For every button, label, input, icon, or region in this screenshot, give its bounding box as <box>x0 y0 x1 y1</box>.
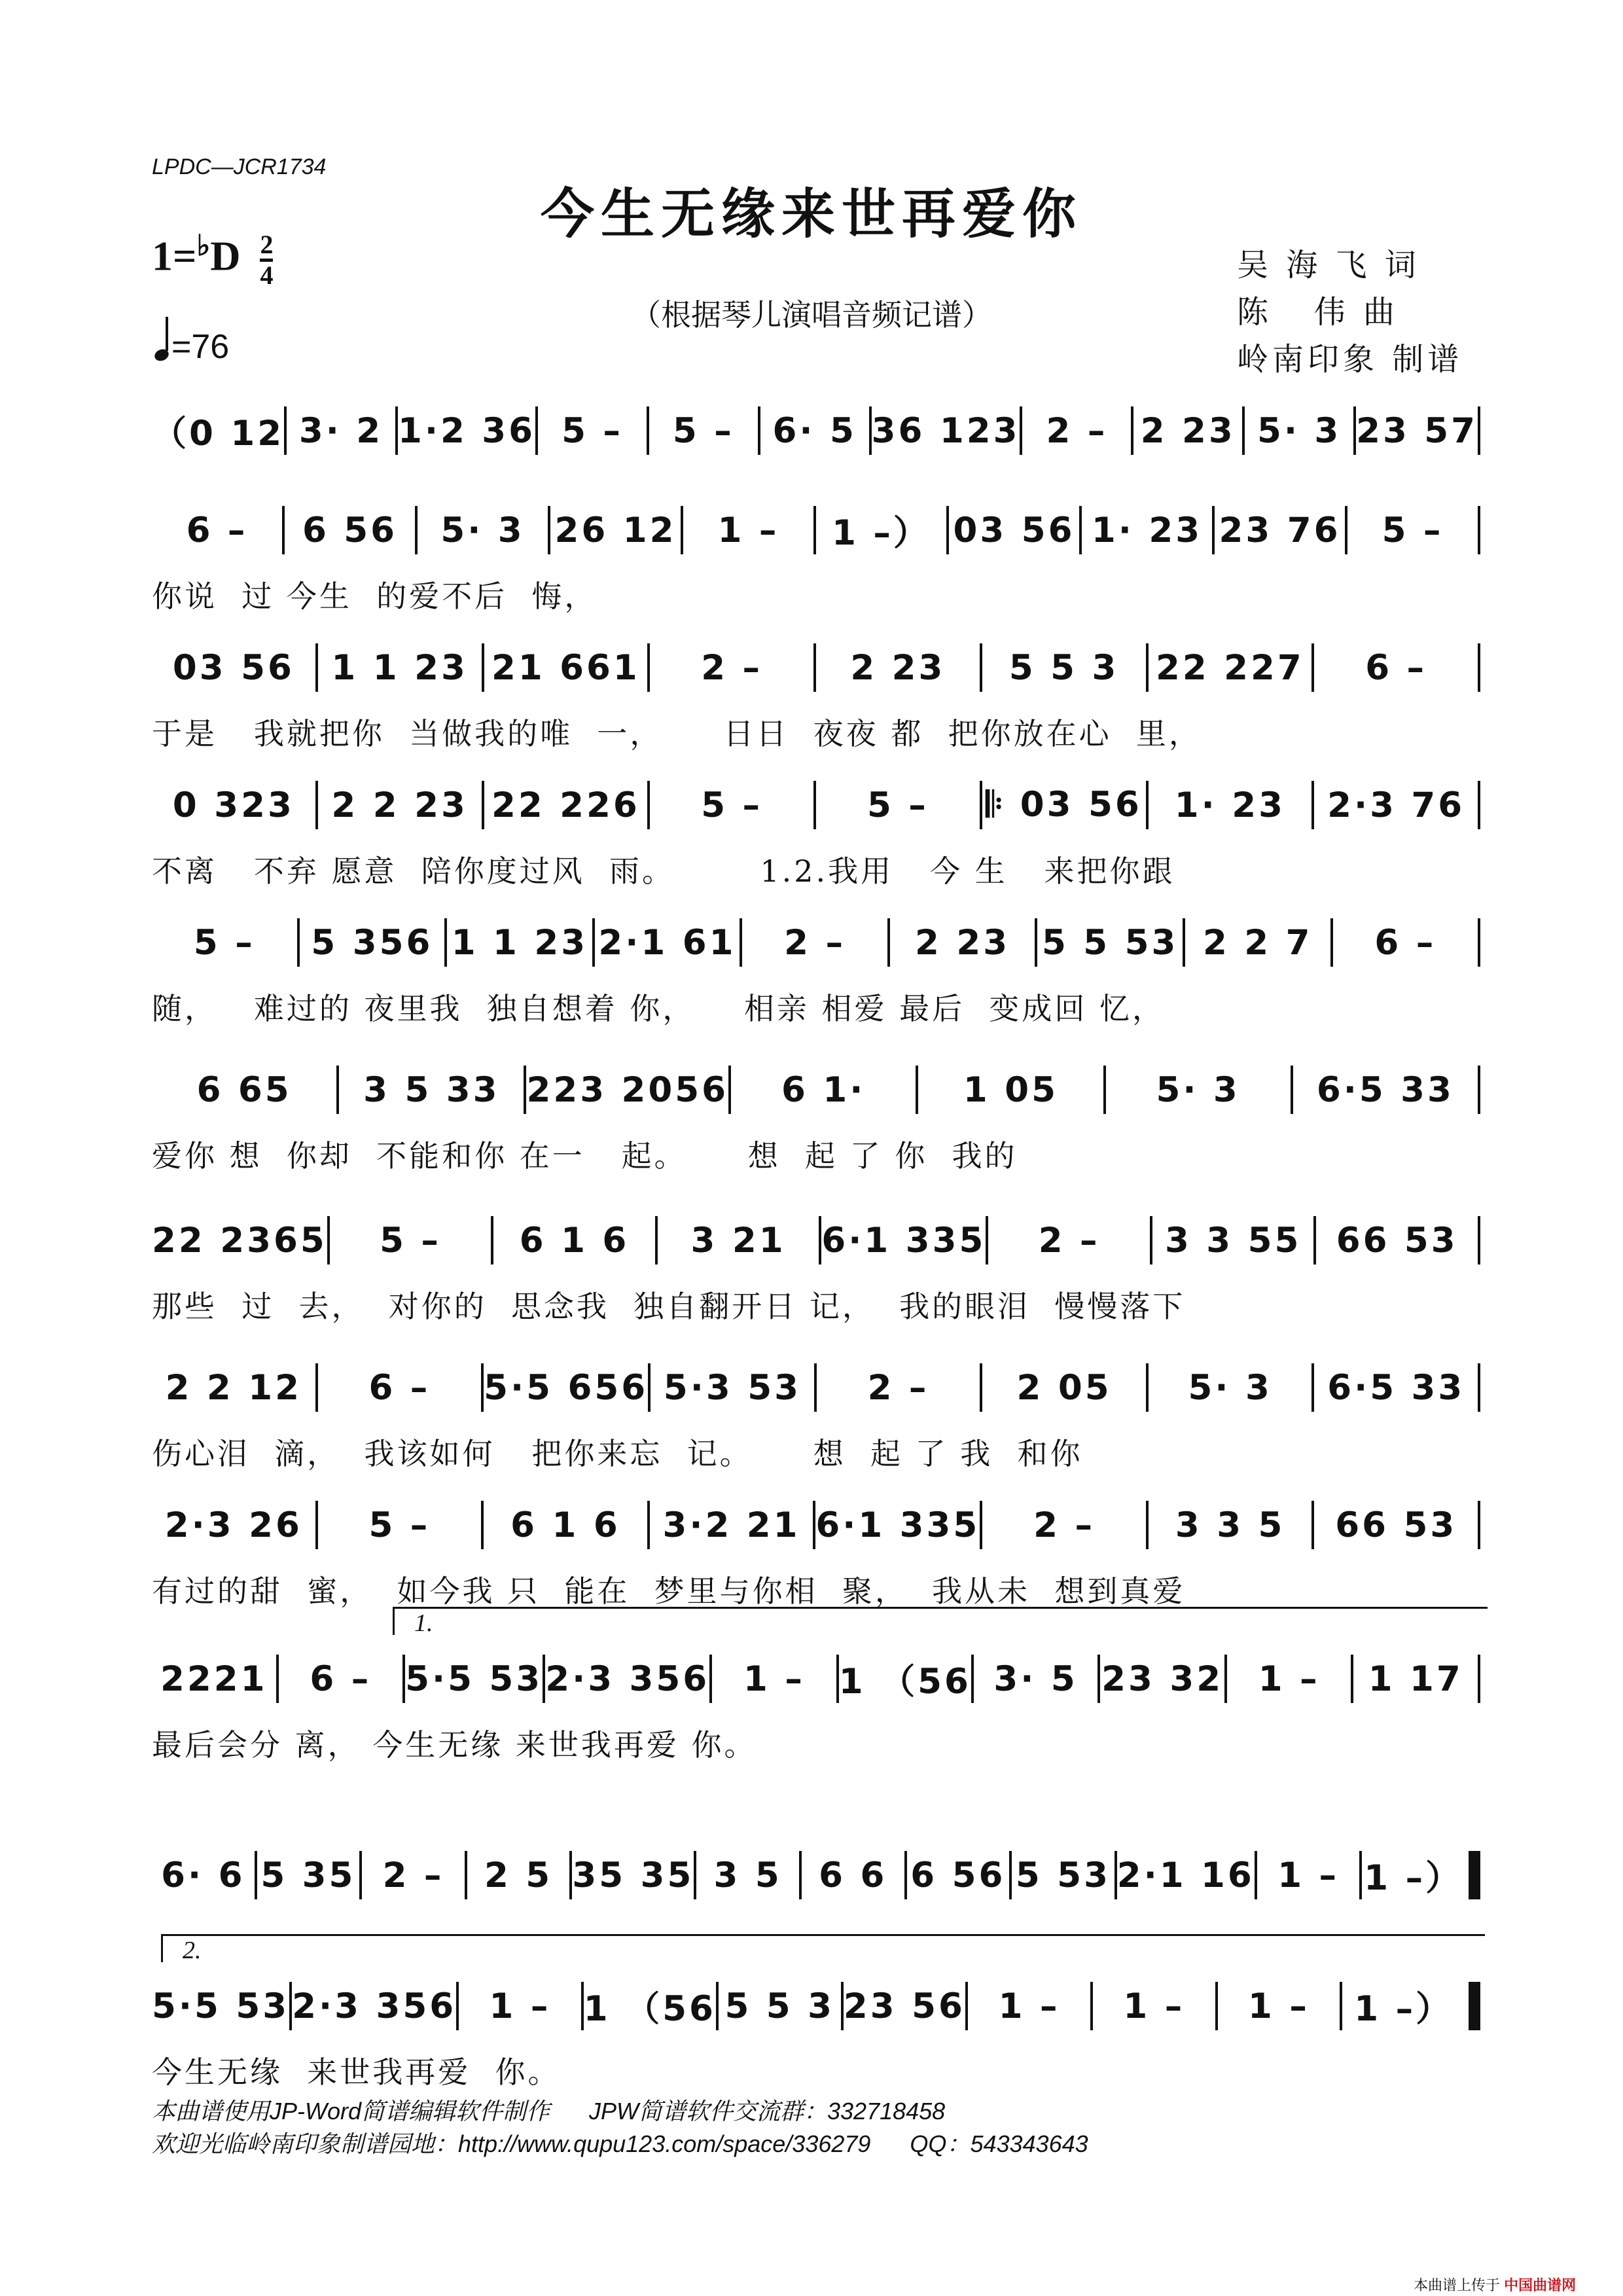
lyric-line: 于是 我就把你 当做我的唯 一， 日日 夜夜 都 把你放在心 里， <box>152 716 1202 751</box>
measure: 5·3 53 <box>663 1367 801 1408</box>
time-signature <box>260 231 273 289</box>
measure: 66 53 <box>1335 1505 1457 1545</box>
measure: 66 53 <box>1336 1220 1458 1261</box>
lyric-line <box>152 473 1480 510</box>
measure: 2 – <box>382 1855 444 1895</box>
score-line <box>152 410 1480 454</box>
measure: 6·1 335 <box>821 1220 986 1261</box>
measure: 26 12 <box>554 510 677 550</box>
measure: 6 – <box>1374 922 1436 963</box>
measure: 3·2 21 <box>662 1505 800 1545</box>
measure: 1 1 23 <box>451 922 588 963</box>
score-line <box>152 648 1480 687</box>
measure: 5 – <box>701 785 763 825</box>
measure: 22 226 <box>491 785 640 825</box>
measure: 5·5 53 <box>405 1659 543 1699</box>
measure: 1· 23 <box>1174 785 1285 825</box>
measure: 6·1 335 <box>815 1505 980 1545</box>
lyric-line: 爱你 想 你却 不能和你 在一 起。 想 起 了 你 我的 <box>152 1138 1018 1174</box>
barline <box>1478 1363 1480 1412</box>
measure: 6 1 6 <box>519 1220 630 1261</box>
measure: 2 23 <box>850 647 946 688</box>
measure: 21 661 <box>491 647 640 688</box>
measure: 0 323 <box>172 785 294 825</box>
measure: 5 – <box>672 410 734 451</box>
measure: 223 2056 <box>526 1069 729 1110</box>
measure: 1·2 36 <box>397 410 536 451</box>
final-barline <box>1469 1982 1480 2030</box>
score-line <box>152 923 1480 962</box>
measure: 2 – <box>784 922 846 963</box>
measure: 5·5 656 <box>484 1367 649 1408</box>
measure: 2 – <box>1046 410 1108 451</box>
measure: 1 05 <box>963 1069 1058 1110</box>
measure: 6 – <box>186 510 248 550</box>
lyric-line: 伤心泪 滴， 我该如何 把你来忘 记。 想 起 了 我 和你 <box>152 1436 1083 1471</box>
measure: 6·5 33 <box>1327 1367 1465 1408</box>
measure: 5 – <box>562 410 623 451</box>
barline <box>1478 1066 1480 1114</box>
measure: 6 1 6 <box>510 1505 620 1545</box>
barline <box>1478 1501 1480 1549</box>
measure: 5· 3 <box>1257 410 1342 451</box>
final-barline <box>1469 1851 1480 1899</box>
measure: 6 56 <box>302 510 398 550</box>
measure: 5 – <box>866 785 929 825</box>
measure: 03 56 <box>953 510 1075 550</box>
upload-text: 本曲谱上传于 <box>1414 2277 1501 2293</box>
measure: 3 3 55 <box>1164 1220 1302 1261</box>
lyric-line: 最后会分 离， 今生无缘 来世我再爱 你。 <box>152 1727 757 1763</box>
measure: 2·3 76 <box>1327 785 1465 825</box>
volta-bracket: 1. <box>393 1607 1488 1635</box>
barline <box>1478 506 1480 554</box>
measure: 6 6 <box>819 1855 887 1895</box>
measure: 6 56 <box>910 1855 1006 1895</box>
measure: 6· 6 <box>161 1855 245 1895</box>
measure: 3 5 <box>713 1855 782 1895</box>
measure: 3· 2 <box>298 410 383 451</box>
key-prefix: 1= <box>152 232 197 279</box>
measure: 5 5 53 <box>1041 922 1179 963</box>
measure: 1 （56 <box>583 1989 716 2029</box>
measure: 2·1 61 <box>598 922 736 963</box>
measure: 2 – <box>867 1367 929 1408</box>
measure: 36 123 <box>871 410 1020 451</box>
measure: 2 – <box>1038 1220 1100 1261</box>
key-note: D <box>210 232 241 279</box>
measure: 5·5 53 <box>152 1986 290 2026</box>
measure: 6·5 33 <box>1316 1069 1454 1110</box>
measure: 35 35 <box>572 1855 694 1895</box>
measure: 23 32 <box>1101 1659 1224 1699</box>
measure: 2 – <box>1033 1505 1095 1545</box>
measure: 23 56 <box>843 1986 965 2026</box>
score-code: LPDC—JCR1734 <box>152 154 327 179</box>
measure: 2 23 <box>915 922 1010 963</box>
tempo-value: =76 <box>171 328 230 366</box>
barline <box>1478 406 1480 455</box>
measure: 6 1· <box>781 1069 866 1110</box>
measure: 22 227 <box>1155 647 1304 688</box>
meter-top: 2 <box>260 231 273 262</box>
score-line <box>152 785 1480 825</box>
barline <box>1478 1655 1480 1703</box>
measure: 1 1 23 <box>331 647 468 688</box>
measure: 1 – <box>489 1986 551 2026</box>
measure: 1 – <box>1258 1659 1320 1699</box>
score-line <box>152 510 1480 553</box>
measure: 3· 5 <box>993 1659 1078 1699</box>
measure: 5 35 <box>260 1855 356 1895</box>
measure: 2 2 7 <box>1202 922 1313 963</box>
measure: 1 –） <box>1364 1858 1463 1898</box>
key-signature <box>152 229 273 289</box>
measure: 5 – <box>193 922 255 963</box>
measure: 5· 3 <box>1156 1069 1240 1110</box>
measure: 6 – <box>310 1659 372 1699</box>
footer-software-note: 本曲谱使用JP-Word简谱编辑软件制作 JPW简谱软件交流群：332718458 <box>152 2098 946 2125</box>
lyric-line: 那些 过 去， 对你的 思念我 独自翻开日 记， 我的眼泪 慢慢落下 <box>152 1289 1186 1324</box>
measure: 5 – <box>380 1220 441 1261</box>
barline <box>1478 781 1480 829</box>
lyric-line: 随， 难过的 夜里我 独自想着 你， 相亲 相爱 最后 变成回 忆， <box>152 991 1165 1026</box>
measure: 6 – <box>1365 647 1427 688</box>
lyric-line: 不离 不弃 愿意 陪你度过风 雨。 1.2.我用 今 生 来把你跟 <box>152 853 1175 889</box>
meter-bottom: 4 <box>260 260 274 291</box>
measure: 6· 5 <box>772 410 857 451</box>
arranger-credit: 岭南印象 制谱 <box>1237 341 1463 378</box>
measure: 3 3 5 <box>1175 1505 1285 1545</box>
lyric-line: 你说 过 今生 的爱不后 悔， <box>152 579 597 614</box>
score-line <box>152 1505 1480 1545</box>
measure: 2 5 <box>484 1855 553 1895</box>
measure: 5 – <box>368 1505 431 1545</box>
measure: 2·1 16 <box>1116 1855 1255 1895</box>
measure: 5· 3 <box>1188 1367 1272 1408</box>
score-line <box>152 1659 1480 1702</box>
flat-sign: ♭ <box>196 230 211 262</box>
measure: 5 53 <box>1015 1855 1111 1895</box>
composer-credit: 陈 伟 曲 <box>1237 294 1399 331</box>
measure: 6 65 <box>196 1069 292 1110</box>
measure: 2221 <box>160 1659 268 1699</box>
measure: 1 – <box>1248 1986 1310 2026</box>
measure: 5· 3 <box>440 510 525 550</box>
measure: 1 –） <box>1354 1989 1454 2029</box>
measure: 2 05 <box>1016 1367 1112 1408</box>
measure: 1 – <box>743 1659 805 1699</box>
measure: 6 – <box>368 1367 431 1408</box>
measure: 23 76 <box>1219 510 1341 550</box>
footer-website-note: 欢迎光临岭南印象制谱园地：http://www.qupu123.com/space/336279 QQ：543343643 <box>152 2130 1088 2157</box>
measure: 1 – <box>1277 1855 1340 1895</box>
measure: 5 5 3 <box>1008 647 1119 688</box>
measure: 2 – <box>701 647 763 688</box>
measure: 23 57 <box>1356 410 1478 451</box>
score-line <box>152 1855 1480 1898</box>
score-line <box>152 1986 1480 2029</box>
barline <box>1478 643 1480 692</box>
measure: 03 56 <box>172 647 294 688</box>
measure: 1 – <box>717 510 779 550</box>
lyricist-credit: 吴 海 飞 词 <box>1237 247 1420 283</box>
measure: 5 – <box>1382 510 1444 550</box>
measure: 2 23 <box>1140 410 1236 451</box>
subtitle: （根据琴儿演唱音频记谱） <box>631 297 992 332</box>
measure: 5 356 <box>311 922 433 963</box>
measure: 2 2 23 <box>331 785 468 825</box>
measure: （0 12 <box>152 414 285 454</box>
measure: 22 2365 <box>152 1220 327 1261</box>
lyric-line: 今生无缘 来世我再爱 你。 <box>152 2054 561 2090</box>
site-logo-text: 中国曲谱网 <box>1504 2277 1577 2293</box>
measure: 2 2 12 <box>165 1367 302 1408</box>
measure: 1 – <box>998 1986 1060 2026</box>
score-line <box>152 1368 1480 1407</box>
measure: 1 – <box>1123 1986 1185 2026</box>
measure: 1 –） <box>832 513 931 553</box>
lyric-line: 有过的甜 蜜， 如今我 只 能在 梦里与你相 聚， 我从未 想到真爱 <box>152 1573 1186 1609</box>
score-line <box>152 1070 1480 1109</box>
measure: 3 5 33 <box>363 1069 500 1110</box>
measure: 1 （56 <box>838 1662 971 1702</box>
upload-watermark <box>1414 2274 1576 2295</box>
barline <box>1478 918 1480 967</box>
measure: 1 17 <box>1368 1659 1463 1699</box>
measure: 5 5 3 <box>724 1986 834 2026</box>
volta-bracket: 2. <box>161 1934 1485 1962</box>
measure: 2·3 356 <box>292 1986 457 2026</box>
song-title: 今生无缘来世再爱你 <box>540 183 1082 245</box>
score-line <box>152 1221 1480 1260</box>
barline <box>1478 1216 1480 1265</box>
measure: 1· 23 <box>1091 510 1203 550</box>
measure: 2·3 26 <box>164 1505 302 1545</box>
measure: 3 21 <box>690 1220 786 1261</box>
measure: 2·3 356 <box>545 1659 710 1699</box>
measure: 𝄆 03 56 <box>986 785 1142 825</box>
